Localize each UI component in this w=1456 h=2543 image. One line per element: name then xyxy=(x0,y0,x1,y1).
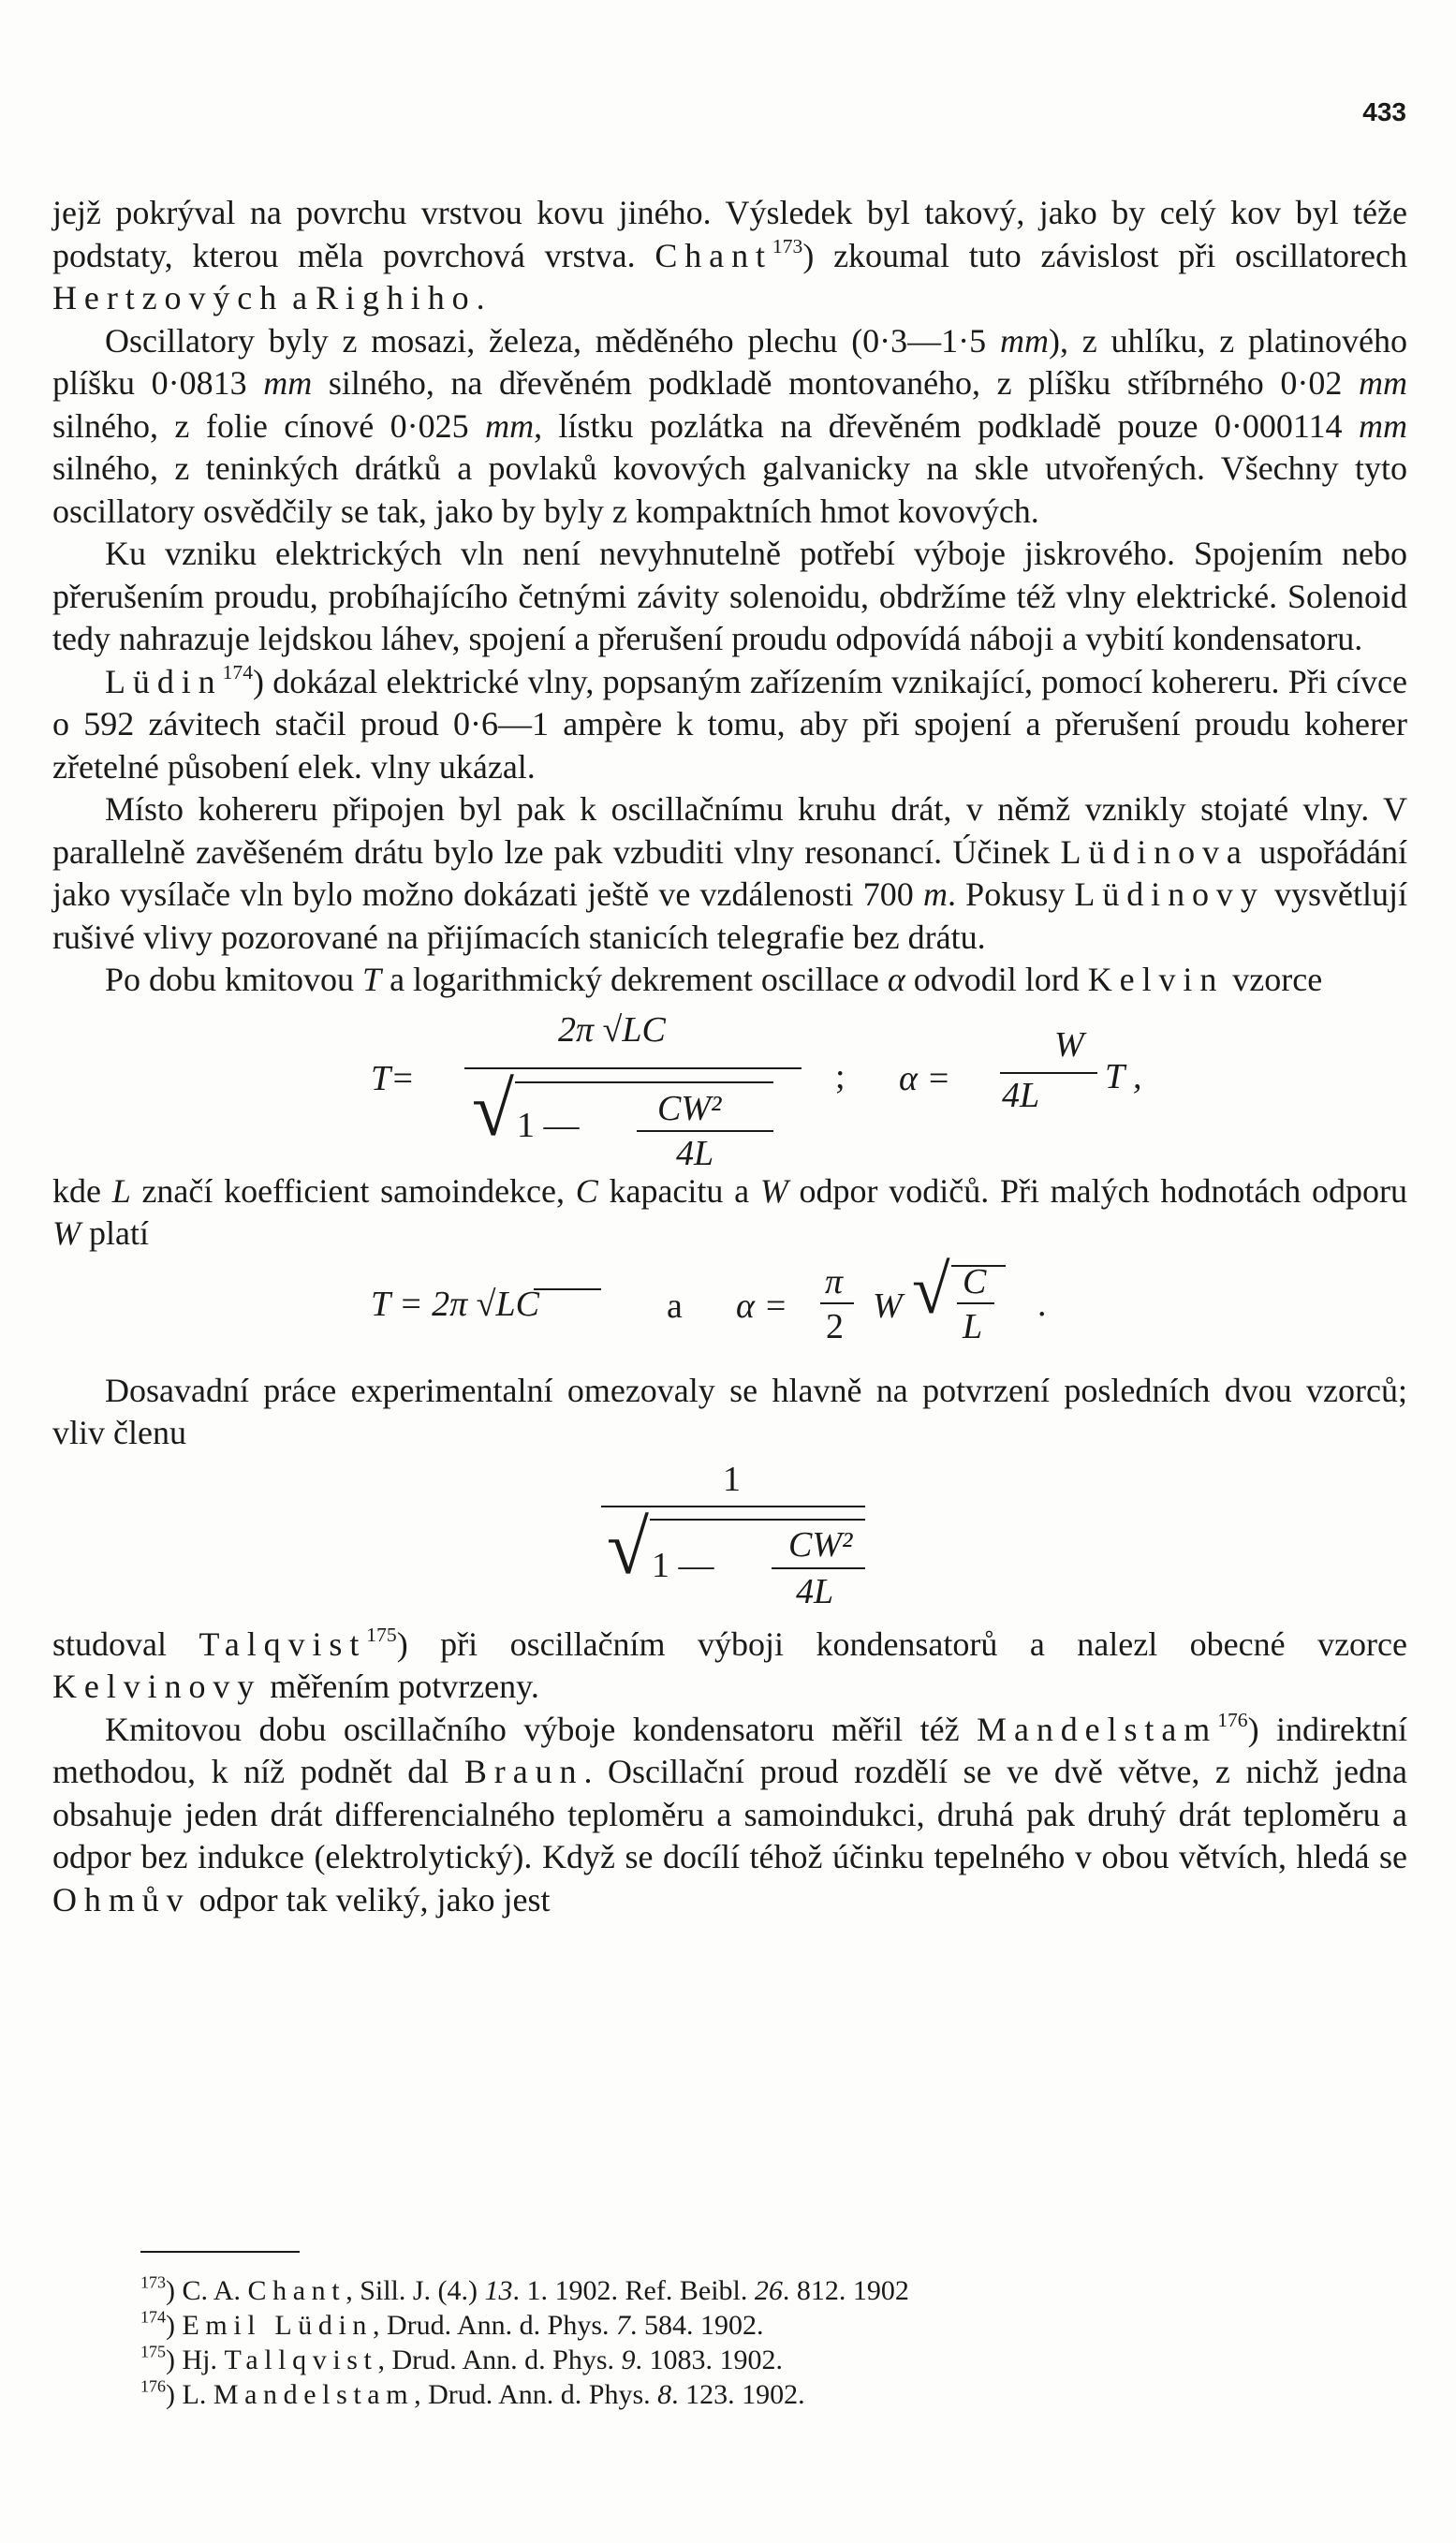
eq3-inner-num: CW² xyxy=(788,1524,853,1565)
eq1-inner-bar xyxy=(637,1130,773,1132)
eq1-main-bar xyxy=(464,1067,802,1069)
equation-2 xyxy=(52,1251,1407,1370)
page-number: 433 xyxy=(1362,97,1406,126)
eq3-radical-bar xyxy=(650,1519,865,1521)
paragraph-6: Po dobu kmitovou T a logarithmický dekrement oscillace α odvodil lord Kelvin vzorce xyxy=(105,961,1323,998)
eq2-lhs: T = 2π √LC xyxy=(371,1284,539,1324)
paragraph-10: Kmitovou dobu oscillačního výboje kondensatoru měřil též Mandelstam$^{176}$) indirektní methodou, k níž podnět dal Braun. Oscillační proud rozdělí se ve dvě větve, z nichž jedna obsahuje jeden drát differencialného teploměru a samoindukci, druhá pak druhý drát teploměru a odpor bez indukce (elektrolytický). Když se docílí téhož účinku tepelného v obou větvích, hledá se Ohmův odpor tak veliký, jako jest xyxy=(52,1708,1407,1918)
eq1-alpha-lhs: α = xyxy=(899,1058,951,1098)
eq2-w: W xyxy=(873,1286,903,1326)
eq2-frac-bar xyxy=(820,1302,854,1304)
footnote-rule xyxy=(140,2251,300,2253)
eq1-radical-bar xyxy=(515,1081,773,1083)
eq2-frac-den: 2 xyxy=(826,1306,844,1346)
paragraph-9: studoval Talqvist$^{175}$) při oscillačním výboji kondensatorů a nalezl obecné vzorce Kelvinovy měřením potvrzeny. xyxy=(52,1623,1407,1705)
eq2-tail: . xyxy=(1037,1284,1047,1324)
paragraph-8: Dosavadní práce experimentalní omezovaly se hlavně na potvrzení posledních dvou vzorců; vliv členu xyxy=(52,1371,1407,1451)
eq1-alpha-den: 4L xyxy=(1002,1075,1040,1115)
footnote-176: $^{176}$) L. Mandelstam, Drud. Ann. d. Phys. 8. 123. 1902. xyxy=(140,2376,805,2410)
footnotes xyxy=(140,2273,909,2412)
eq3-radical: √ xyxy=(607,1504,650,1590)
eq1-lhs: T= xyxy=(371,1058,415,1098)
body-text xyxy=(52,192,1407,1921)
eq2-root-den: L xyxy=(963,1306,983,1346)
eq3-one-minus: 1 — xyxy=(652,1545,714,1585)
eq1-alpha-tail: T , xyxy=(1105,1056,1142,1096)
eq1-numerator: 2π √LC xyxy=(558,1009,666,1050)
eq2-radical: √ xyxy=(912,1251,950,1329)
paragraph-7: kde L značí koefficient samoindekce, C kapacitu a W odpor vodičů. Při malých hodnotách odporu W platí xyxy=(52,1171,1408,1252)
footnote-173: $^{173}$) C. A. Chant, Sill. J. (4.) 13. 1. 1902. Ref. Beibl. 26. 812. 1902 xyxy=(140,2272,909,2306)
equation-3 xyxy=(52,1455,1407,1624)
eq1-den-den: 4L xyxy=(676,1133,714,1173)
equation-1 xyxy=(52,1002,1407,1173)
eq2-alpha-lhs: α = xyxy=(736,1286,788,1326)
eq2-conj: a xyxy=(667,1286,683,1326)
eq2-frac-num: π xyxy=(825,1261,844,1301)
paragraph-1: jejž pokrýval na povrchu vrstvou kovu jiného. Výsledek byl takový, jako by celý kov byl téže podstaty, kterou měla povrchová vrstva. Chant$^{173}$) zkoumal tuto závislost při oscillatorech Hertzových a Righiho. xyxy=(52,194,1407,316)
paragraph-3: Ku vzniku elektrických vln není nevyhnutelně potřebí výboje jiskrového. Spojením nebo přerušením proudu, probíhajícího četnými závity solenoidu, obdržíme též vlny elektrické. Solenoid tedy nahrazuje lejdskou láhev, spojení a přerušení proudu odpovídá náboji a vybití kondensatoru. xyxy=(52,535,1407,657)
eq1-radical: √ xyxy=(472,1066,515,1152)
eq1-alpha-num: W xyxy=(1054,1024,1084,1065)
eq3-numerator: 1 xyxy=(723,1459,741,1499)
eq1-separator: ; xyxy=(835,1056,846,1096)
eq1-den-one: 1 — xyxy=(517,1105,580,1145)
eq2-root-num: C xyxy=(963,1261,987,1301)
paragraph-5: Místo kohereru připojen byl pak k oscillačnímu kruhu drát, v němž vznikly stojaté vlny. V parallelně zavěšeném drátu bylo lze pak vzbuditi vlny resonancí. Účinek Lüdinova uspořádání jako vysílače vln bylo možno dokázati ještě ve vzdálenosti 700 m. Pokusy Lüdinovy vysvětlují rušivé vlivy pozorované na přijímacích stanicích telegrafie bez drátu. xyxy=(52,790,1407,956)
eq2-lc-bar xyxy=(534,1288,601,1290)
eq3-inner-den: 4L xyxy=(796,1571,834,1611)
eq1-alpha-bar xyxy=(1000,1072,1097,1074)
footnote-174: $^{174}$) Emil Lüdin, Drud. Ann. d. Phys. 7. 584. 1902. xyxy=(140,2307,764,2341)
footnote-175: $^{175}$) Hj. Tallqvist, Drud. Ann. d. Phys. 9. 1083. 1902. xyxy=(140,2342,783,2375)
paragraph-2: Oscillatory byly z mosazi, železa, měděného plechu (0·3—1·5 mm), z uhlíku, z platinového plíšku 0·0813 mm silného, na dřevěném podkladě montovaného, z plíšku stříbrného 0·02 mm silného, z folie cínové 0·025 mm, lístku pozlátka na dřevěném podkladě pouze 0·000114 mm silného, z teninkých drátků a povlaků kovových galvanicky na skle utvořených. Všechny tyto oscillatory osvědčily se tak, jako by byly z kompaktních hmot kovových. xyxy=(52,321,1408,530)
paragraph-4: Lüdin$^{174}$) dokázal elektrické vlny, popsaným zařízením vznikající, pomocí kohereru. Při cívce o 592 závitech stačil proud 0·6—1 ampère k tomu, aby při spojení a přerušení proudu koherer zřetelné působení elek. vlny ukázal. xyxy=(52,660,1407,786)
eq3-inner-bar xyxy=(772,1567,865,1569)
eq1-den-num: CW² xyxy=(657,1088,722,1128)
eq2-root-bar xyxy=(957,1302,994,1304)
